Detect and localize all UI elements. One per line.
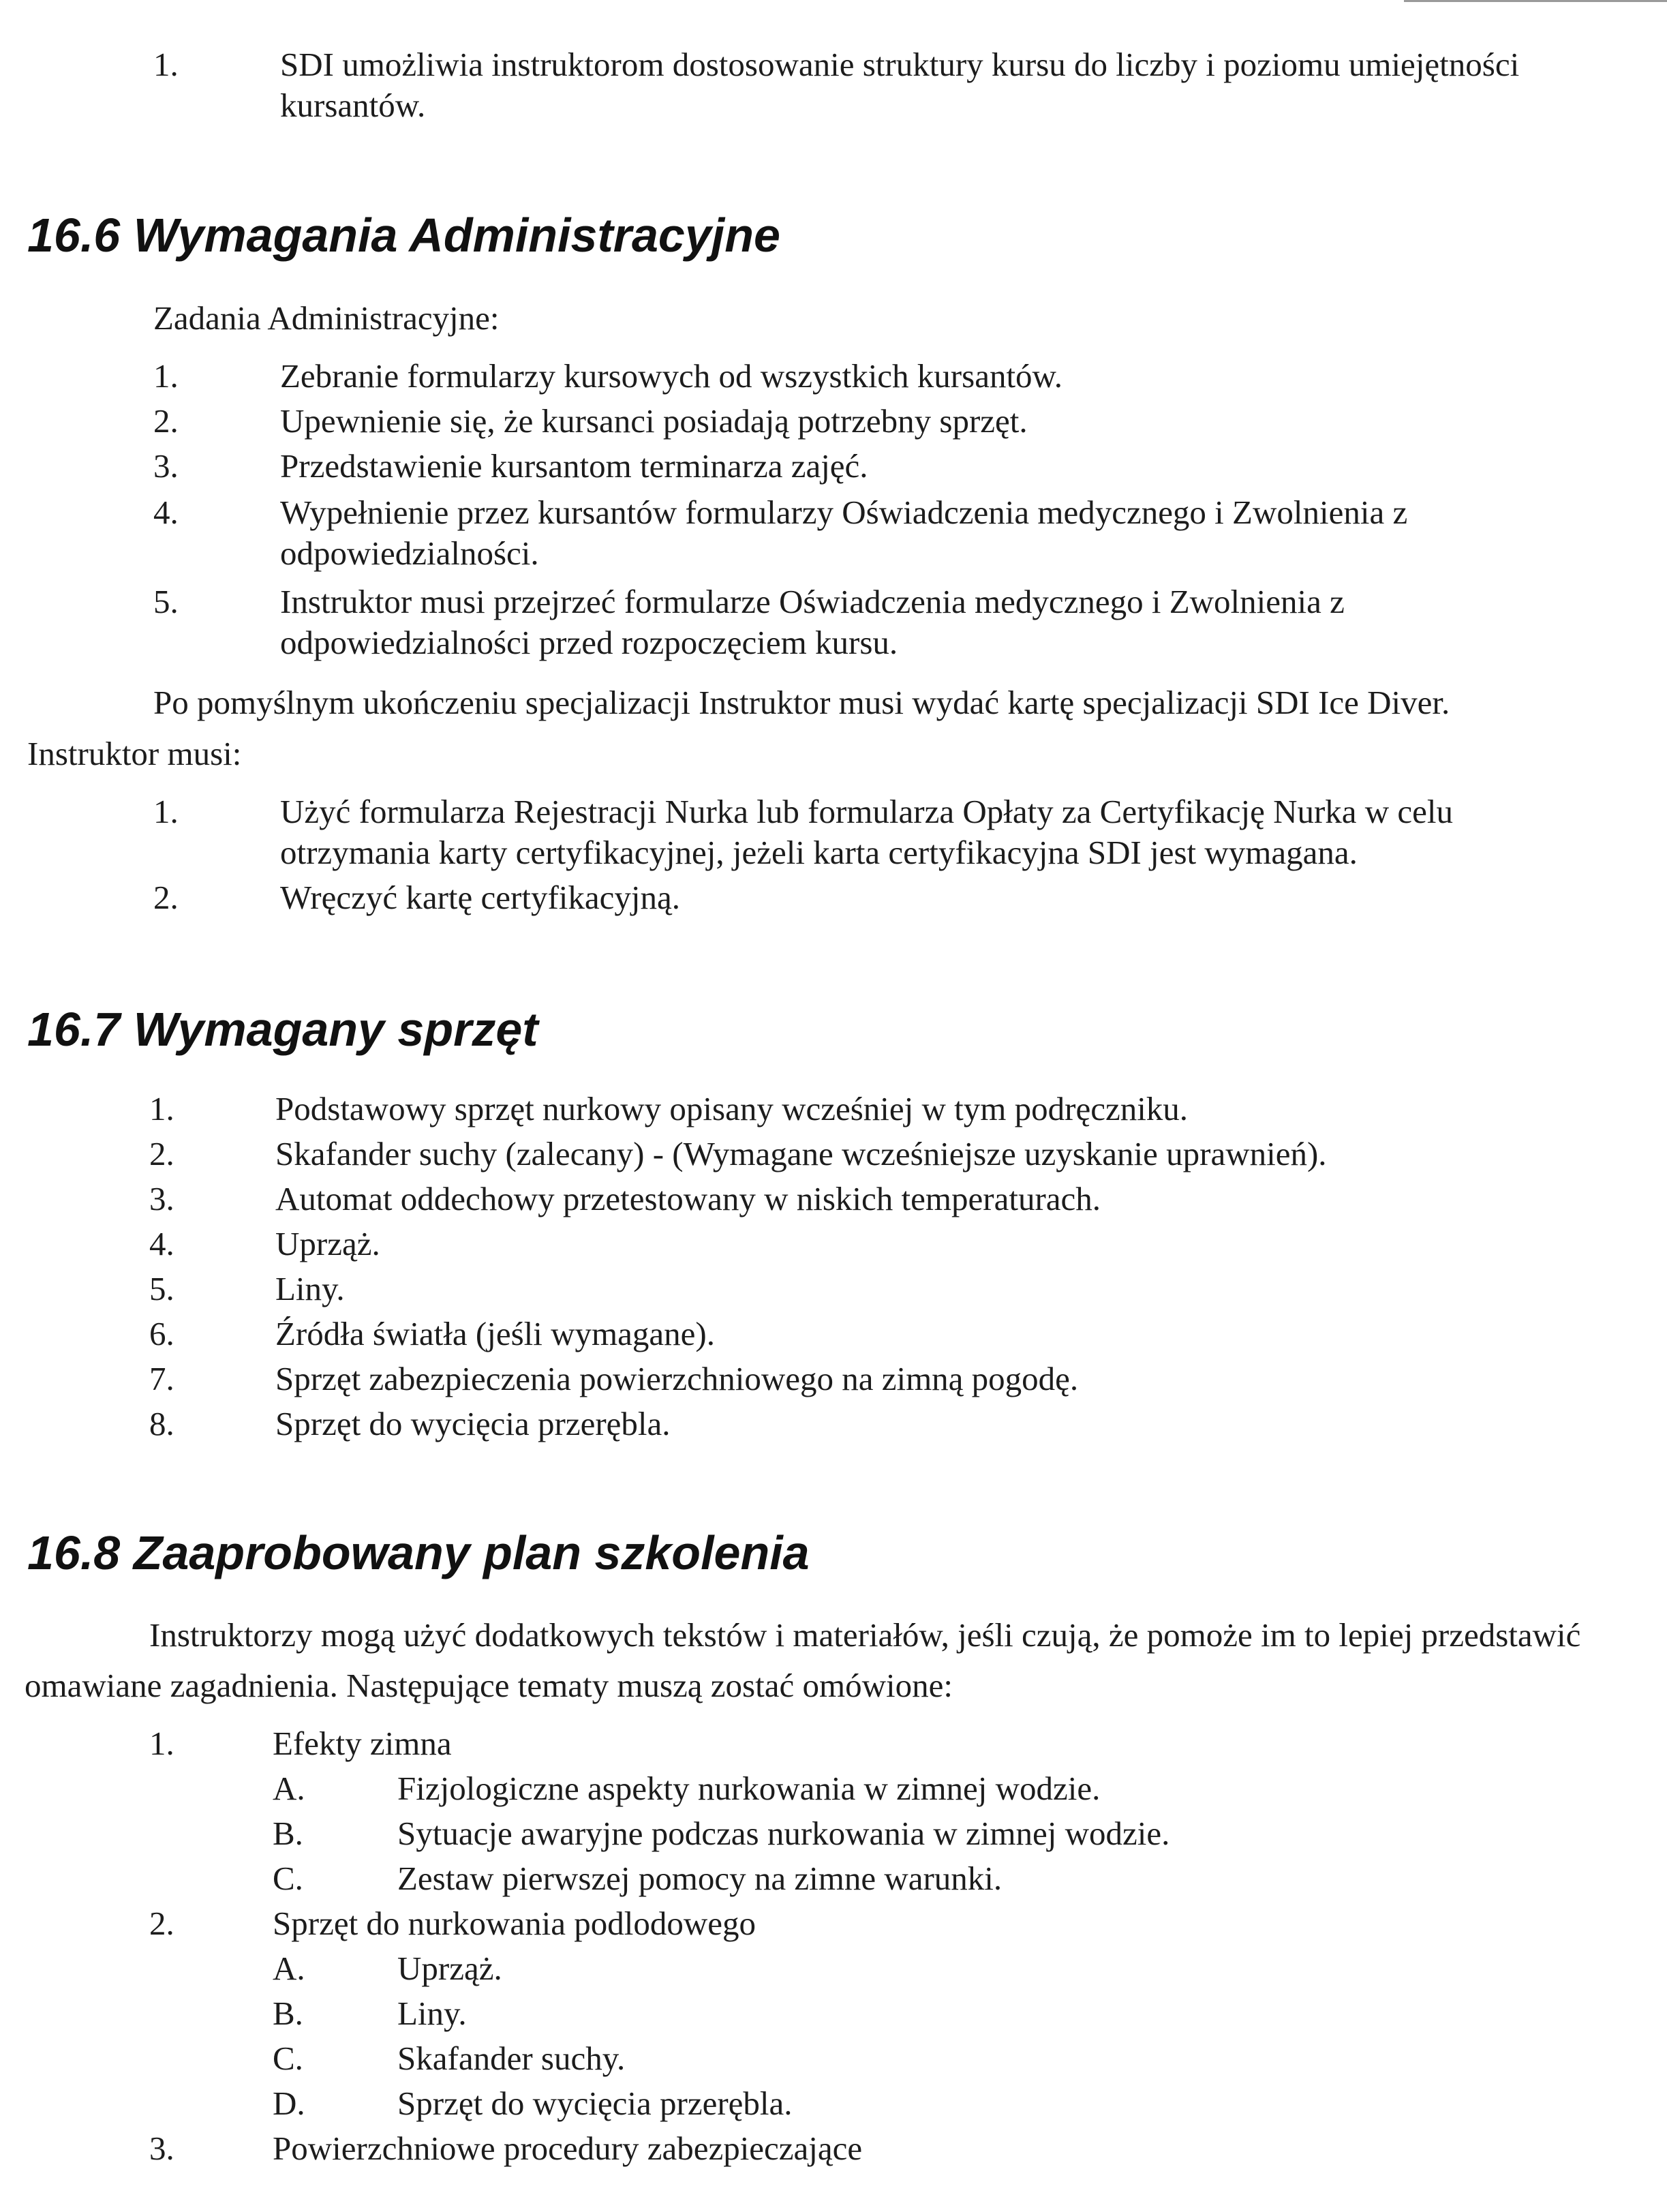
- admin-item-text: Upewnienie się, że kursanci posiadają potrzebny sprzęt.: [280, 402, 1028, 440]
- admin-item-text-line2: odpowiedzialności.: [280, 534, 539, 572]
- training-plan-paragraph-line2: omawiane zagadnienia. Następujące tematy muszą zostać omówione:: [25, 1667, 953, 1704]
- admin-item-text-line1: Instruktor musi przejrzeć formularze Oświadczenia medycznego i Zwolnienia z: [280, 583, 1345, 620]
- instructor-item-number: 1.: [153, 793, 179, 830]
- section-heading-16-6: 16.6 Wymagania Administracyjne: [27, 209, 780, 262]
- subtopic-text: Skafander suchy.: [397, 2040, 626, 2077]
- admin-item-text-line1: Wypełnienie przez kursantów formularzy Oświadczenia medycznego i Zwolnienia z: [280, 494, 1408, 531]
- topic-text: Efekty zimna: [273, 1725, 452, 1762]
- equipment-item-text: Automat oddechowy przetestowany w niskich temperaturach.: [275, 1180, 1101, 1217]
- admin-item-text: Przedstawienie kursantom terminarza zajęć.: [280, 447, 868, 485]
- instructor-item-text: Wręczyć kartę certyfikacyjną.: [280, 879, 680, 916]
- admin-item-number: 3.: [153, 447, 179, 485]
- instructor-must-label: Instruktor musi:: [27, 735, 242, 772]
- equipment-item-text: Sprzęt do wycięcia przerębla.: [275, 1405, 671, 1442]
- equipment-item-number: 4.: [149, 1225, 174, 1262]
- equipment-item-number: 6.: [149, 1315, 174, 1352]
- equipment-item-text: Podstawowy sprzęt nurkowy opisany wcześniej w tym podręczniku.: [275, 1090, 1189, 1127]
- equipment-item-text: Sprzęt zabezpieczenia powierzchniowego na zimną pogodę.: [275, 1360, 1079, 1397]
- subtopic-letter: B.: [273, 1995, 303, 2032]
- topic-number: 2.: [149, 1905, 174, 1942]
- subtopic-text: Sytuacje awaryjne podczas nurkowania w zimnej wodzie.: [397, 1815, 1170, 1852]
- admin-item-number: 4.: [153, 494, 179, 531]
- subtopic-text: Zestaw pierwszej pomocy na zimne warunki.: [397, 1860, 1003, 1897]
- subtopic-letter: A.: [273, 1950, 305, 1987]
- equipment-item-text: Źródła światła (jeśli wymagane).: [275, 1315, 715, 1352]
- subtopic-text: Uprząż.: [397, 1950, 502, 1987]
- intro-item-text-line2: kursantów.: [280, 87, 426, 124]
- admin-item-text: Zebranie formularzy kursowych od wszystkich kursantów.: [280, 357, 1063, 395]
- subtopic-text: Sprzęt do wycięcia przerębla.: [397, 2085, 793, 2122]
- section-heading-16-7: 16.7 Wymagany sprzęt: [27, 1003, 538, 1056]
- instructor-item-number: 2.: [153, 879, 179, 916]
- topic-number: 1.: [149, 1725, 174, 1762]
- topic-text: Powierzchniowe procedury zabezpieczające: [273, 2130, 863, 2167]
- subtopic-letter: C.: [273, 1860, 303, 1897]
- subtopic-letter: C.: [273, 2040, 303, 2077]
- admin-tasks-subtitle: Zadania Administracyjne:: [153, 299, 500, 337]
- subtopic-text: Fizjologiczne aspekty nurkowania w zimnej wodzie.: [397, 1770, 1101, 1807]
- equipment-item-text: Liny.: [275, 1270, 345, 1307]
- subtopic-text: Liny.: [397, 1995, 467, 2032]
- admin-item-number: 5.: [153, 583, 179, 620]
- subtopic-letter: B.: [273, 1815, 303, 1852]
- training-plan-paragraph-line1: Instruktorzy mogą użyć dodatkowych tekstów i materiałów, jeśli czują, że pomoże im to lepiej przedstawić: [149, 1616, 1581, 1654]
- equipment-item-number: 8.: [149, 1405, 174, 1442]
- topic-number: 3.: [149, 2130, 174, 2167]
- admin-item-text-line2: odpowiedzialności przed rozpoczęciem kursu.: [280, 624, 898, 661]
- equipment-item-number: 7.: [149, 1360, 174, 1397]
- equipment-item-number: 5.: [149, 1270, 174, 1307]
- subtopic-letter: D.: [273, 2085, 305, 2122]
- admin-item-number: 1.: [153, 357, 179, 395]
- admin-item-number: 2.: [153, 402, 179, 440]
- equipment-item-number: 2.: [149, 1135, 174, 1172]
- equipment-item-text: Skafander suchy (zalecany) - (Wymagane wcześniejsze uzyskanie uprawnień).: [275, 1135, 1327, 1172]
- equipment-item-number: 3.: [149, 1180, 174, 1217]
- top-rule: [1404, 0, 1667, 2]
- topic-text: Sprzęt do nurkowania podlodowego: [273, 1905, 756, 1942]
- equipment-item-text: Uprząż.: [275, 1225, 380, 1262]
- intro-item-text-line1: SDI umożliwia instruktorom dostosowanie struktury kursu do liczby i poziomu umiejętności: [280, 46, 1520, 83]
- instructor-item-text-line1: Użyć formularza Rejestracji Nurka lub formularza Opłaty za Certyfikację Nurka w celu: [280, 793, 1454, 830]
- section-heading-16-8: 16.8 Zaaprobowany plan szkolenia: [27, 1526, 810, 1579]
- instructor-item-text-line2: otrzymania karty certyfikacyjnej, jeżeli karta certyfikacyjna SDI jest wymagana.: [280, 834, 1358, 871]
- completion-paragraph: Po pomyślnym ukończeniu specjalizacji Instruktor musi wydać kartę specjalizacji SDI Ice Diver.: [153, 684, 1450, 721]
- intro-item-number: 1.: [153, 46, 179, 83]
- subtopic-letter: A.: [273, 1770, 305, 1807]
- equipment-item-number: 1.: [149, 1090, 174, 1127]
